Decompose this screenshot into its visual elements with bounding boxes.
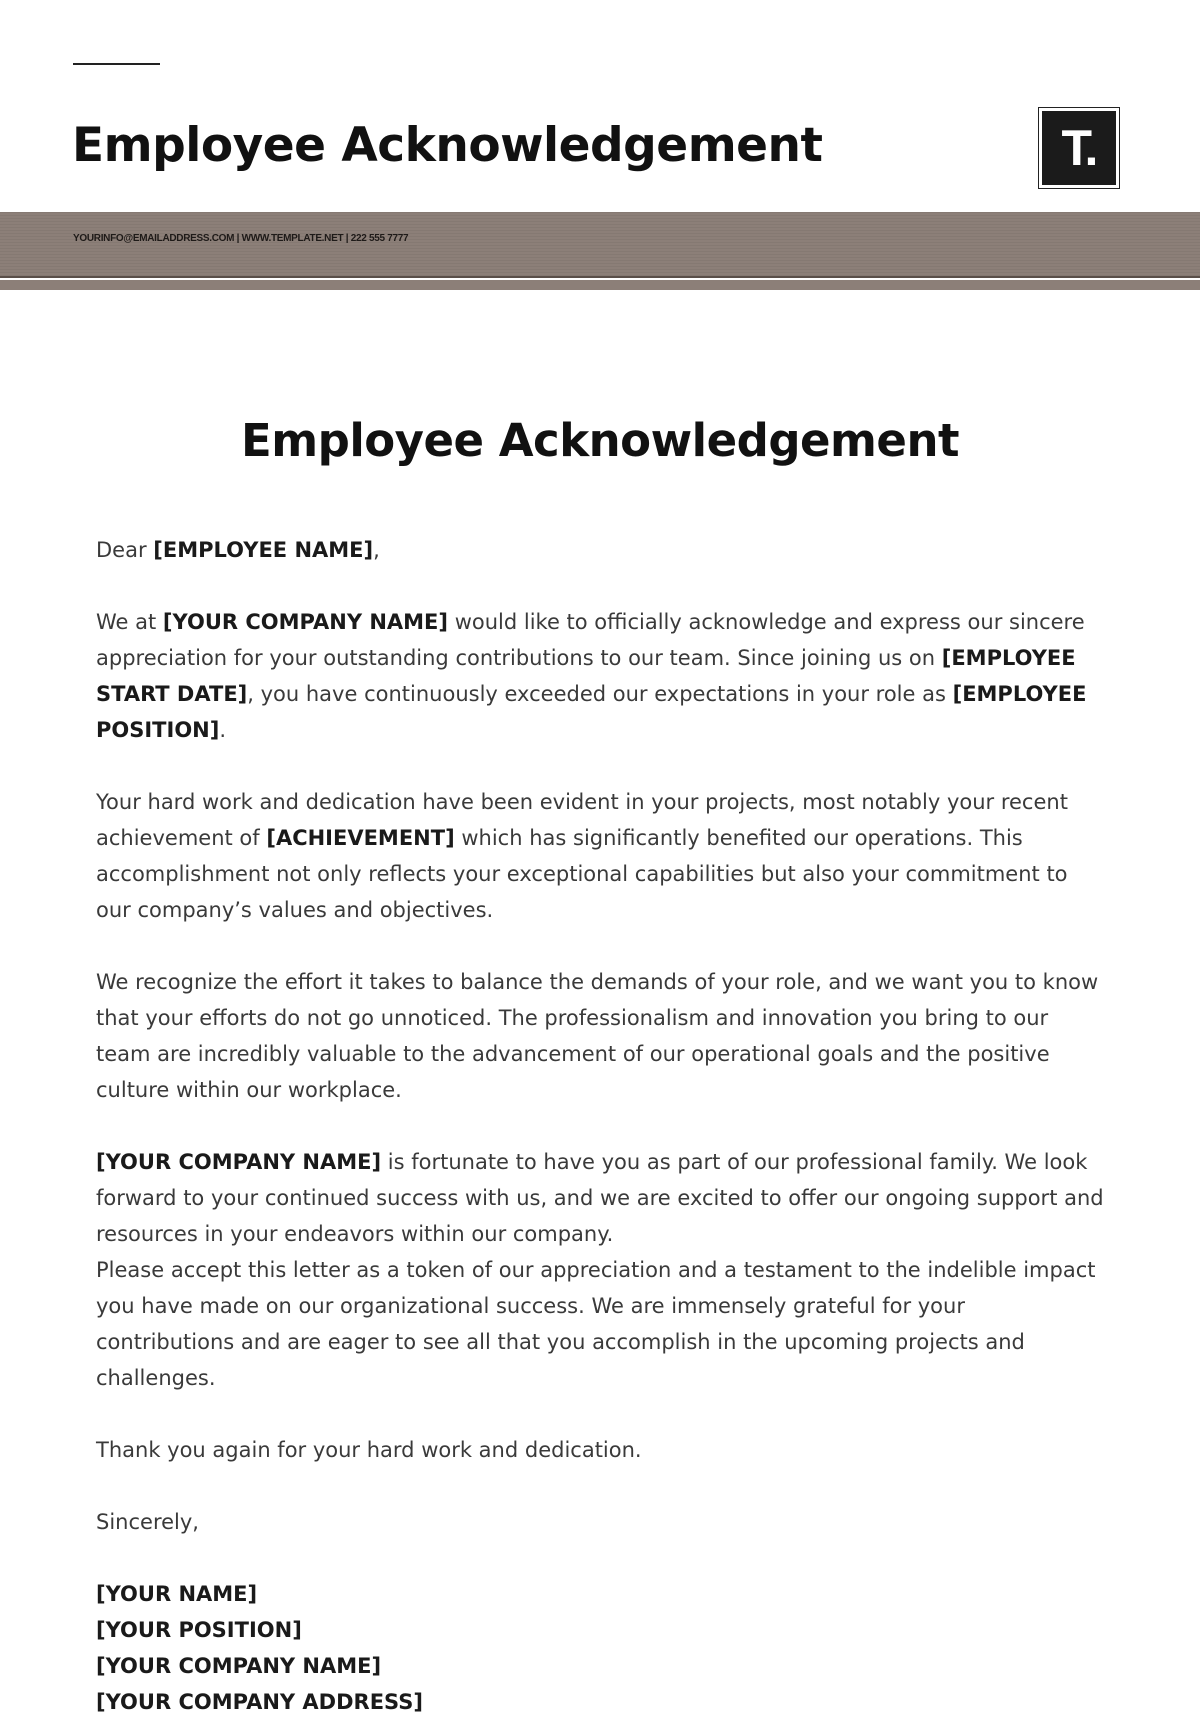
signature-company: [YOUR COMPANY NAME] <box>96 1654 382 1678</box>
letter-body <box>96 532 1106 1720</box>
intro-text-2: would like to officially acknowledge and express our sincere appreciation for your outstanding contributions to our team. Since joining us on <box>96 610 1085 670</box>
paragraph-recognition: We recognize the effort it takes to balance the demands of your role, and we want you to know that your efforts do not go unnoticed. The professionalism and innovation you bring to our team are incredibly valuable to the advancement of our operational goals and the positive culture within our workplace. <box>96 970 1099 1102</box>
signature-name: [YOUR NAME] <box>96 1582 258 1606</box>
fortunate-text: is fortunate to have you as part of our professional family. We look forward to your continued success with us, and we are excited to offer our ongoing support and resources in your endeavors within our company. <box>96 1150 1104 1246</box>
signature-address: [YOUR COMPANY ADDRESS] <box>96 1690 423 1714</box>
salutation-prefix: Dear <box>96 538 154 562</box>
paragraph-fortunate <box>96 1144 1106 1252</box>
contact-band-divider <box>0 276 1200 278</box>
closing: Sincerely, <box>96 1510 199 1534</box>
signature-position: [YOUR POSITION] <box>96 1618 302 1642</box>
contact-band <box>0 212 1200 276</box>
achievement-text-1: Your hard work and dedication have been evident in your projects, most notably your recent achievement of <box>96 790 1068 850</box>
header-title: Employee Acknowledgement <box>72 118 823 173</box>
employee-name-placeholder: [EMPLOYEE NAME] <box>153 538 374 562</box>
document-title: Employee Acknowledgement <box>240 414 960 467</box>
header-top-rule <box>73 63 160 65</box>
paragraph-thanks: Thank you again for your hard work and dedication. <box>96 1438 642 1462</box>
achievement-placeholder: [ACHIEVEMENT] <box>266 826 455 850</box>
achievement-text-2: which has significantly benefited our operations. This accomplishment not only reflects your exceptional capabilities but also your commitment to our company’s values and objectives. <box>96 826 1068 922</box>
paragraph-intro <box>96 604 1106 748</box>
intro-text-4: . <box>219 718 227 742</box>
intro-text-1: We at <box>96 610 163 634</box>
intro-text-3: , you have continuously exceeded our expectations in your role as <box>247 682 953 706</box>
salutation-suffix: , <box>373 538 380 562</box>
paragraph-achievement <box>96 784 1106 928</box>
paragraph-token: Please accept this letter as a token of our appreciation and a testament to the indelible impact you have made on our organizational success. We are immensely grateful for your contributions and are eager to see all that you accomplish in the upcoming projects and challenges. <box>96 1258 1096 1390</box>
contact-band-lower-strip <box>0 280 1200 290</box>
position-placeholder: [EMPLOYEE POSITION] <box>96 682 1087 742</box>
logo-text: T. <box>1042 111 1116 185</box>
brand-logo <box>1038 107 1120 189</box>
company-name-placeholder-2: [YOUR COMPANY NAME] <box>96 1150 382 1174</box>
salutation <box>96 532 1106 568</box>
contact-info: YOURINFO@EMAILADDRESS.COM | WWW.TEMPLATE.NET | 222 555 7777 <box>73 233 409 244</box>
company-name-placeholder: [YOUR COMPANY NAME] <box>162 610 449 634</box>
start-date-placeholder: [EMPLOYEE START DATE] <box>96 646 1076 706</box>
